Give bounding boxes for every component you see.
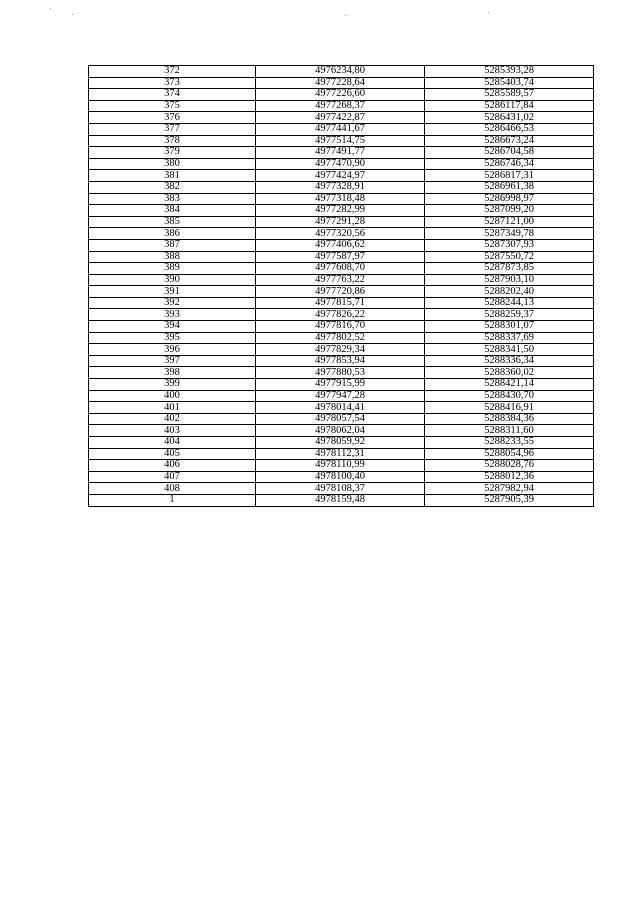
y-coordinate-cell: 5287905,39	[425, 494, 594, 506]
x-coordinate-cell: 4977406,62	[256, 239, 425, 251]
y-coordinate-cell: 5288028,76	[425, 460, 594, 472]
scan-speck	[488, 12, 489, 13]
y-coordinate-cell: 5286998,97	[425, 193, 594, 205]
table-row	[89, 448, 594, 460]
coordinates-table-body	[89, 66, 594, 507]
point-number-cell: 393	[89, 309, 256, 321]
x-coordinate-cell: 4977720,86	[256, 286, 425, 298]
y-coordinate-cell: 5288311,60	[425, 425, 594, 437]
x-coordinate-cell: 4977318,48	[256, 193, 425, 205]
table-row	[89, 286, 594, 298]
table-row	[89, 147, 594, 159]
point-number-cell: 381	[89, 170, 256, 182]
y-coordinate-cell: 5286117,84	[425, 100, 594, 112]
x-coordinate-cell: 4977226,60	[256, 89, 425, 101]
table-row	[89, 239, 594, 251]
point-number-cell: 382	[89, 181, 256, 193]
point-number-cell: 407	[89, 471, 256, 483]
table-row	[89, 216, 594, 228]
x-coordinate-cell: 4977320,56	[256, 228, 425, 240]
table-row	[89, 205, 594, 217]
y-coordinate-cell: 5287121,00	[425, 216, 594, 228]
coordinates-table	[88, 65, 594, 507]
x-coordinate-cell: 4978059,92	[256, 437, 425, 449]
y-coordinate-cell: 5288054,96	[425, 448, 594, 460]
x-coordinate-cell: 4978062,04	[256, 425, 425, 437]
point-number-cell: 399	[89, 379, 256, 391]
x-coordinate-cell: 4977470,90	[256, 158, 425, 170]
y-coordinate-cell: 5285589,57	[425, 89, 594, 101]
y-coordinate-cell: 5286961,38	[425, 181, 594, 193]
x-coordinate-cell: 4978100,40	[256, 471, 425, 483]
table-row	[89, 413, 594, 425]
y-coordinate-cell: 5288233,55	[425, 437, 594, 449]
point-number-cell: 394	[89, 321, 256, 333]
point-number-cell: 384	[89, 205, 256, 217]
point-number-cell: 401	[89, 402, 256, 414]
x-coordinate-cell: 4977514,75	[256, 135, 425, 147]
point-number-cell: 372	[89, 66, 256, 78]
x-coordinate-cell: 4977268,37	[256, 100, 425, 112]
point-number-cell: 403	[89, 425, 256, 437]
table-row	[89, 367, 594, 379]
y-coordinate-cell: 5286704,58	[425, 147, 594, 159]
x-coordinate-cell: 4978108,37	[256, 483, 425, 495]
y-coordinate-cell: 5286746,34	[425, 158, 594, 170]
point-number-cell: 377	[89, 123, 256, 135]
table-row	[89, 494, 594, 506]
point-number-cell: 383	[89, 193, 256, 205]
scan-speck	[72, 14, 73, 15]
point-number-cell: 404	[89, 437, 256, 449]
point-number-cell: 395	[89, 332, 256, 344]
point-number-cell: 397	[89, 355, 256, 367]
x-coordinate-cell: 4978110,99	[256, 460, 425, 472]
x-coordinate-cell: 4977915,99	[256, 379, 425, 391]
y-coordinate-cell: 5288421,14	[425, 379, 594, 391]
x-coordinate-cell: 4977802,52	[256, 332, 425, 344]
y-coordinate-cell: 5287349,78	[425, 228, 594, 240]
table-row	[89, 100, 594, 112]
x-coordinate-cell: 4978112,31	[256, 448, 425, 460]
table-row	[89, 390, 594, 402]
x-coordinate-cell: 4977815,71	[256, 297, 425, 309]
y-coordinate-cell: 5287982,94	[425, 483, 594, 495]
point-number-cell: 387	[89, 239, 256, 251]
table-row	[89, 355, 594, 367]
table-row	[89, 135, 594, 147]
table-row	[89, 402, 594, 414]
point-number-cell: 380	[89, 158, 256, 170]
table-row	[89, 263, 594, 275]
y-coordinate-cell: 5288301,07	[425, 321, 594, 333]
table-row	[89, 425, 594, 437]
x-coordinate-cell: 4977816,70	[256, 321, 425, 333]
x-coordinate-cell: 4976234,80	[256, 66, 425, 78]
x-coordinate-cell: 4977282,99	[256, 205, 425, 217]
y-coordinate-cell: 5288416,91	[425, 402, 594, 414]
y-coordinate-cell: 5286431,02	[425, 112, 594, 124]
x-coordinate-cell: 4977880,53	[256, 367, 425, 379]
point-number-cell: 400	[89, 390, 256, 402]
table-row	[89, 332, 594, 344]
point-number-cell: 376	[89, 112, 256, 124]
x-coordinate-cell: 4977947,28	[256, 390, 425, 402]
y-coordinate-cell: 5287307,93	[425, 239, 594, 251]
point-number-cell: 402	[89, 413, 256, 425]
y-coordinate-cell: 5287099,20	[425, 205, 594, 217]
table-row	[89, 471, 594, 483]
point-number-cell: 406	[89, 460, 256, 472]
y-coordinate-cell: 5288360,02	[425, 367, 594, 379]
point-number-cell: 396	[89, 344, 256, 356]
y-coordinate-cell: 5288341,50	[425, 344, 594, 356]
point-number-cell: 378	[89, 135, 256, 147]
y-coordinate-cell: 5286466,53	[425, 123, 594, 135]
y-coordinate-cell: 5288430,70	[425, 390, 594, 402]
table-row	[89, 437, 594, 449]
y-coordinate-cell: 5287550,72	[425, 251, 594, 263]
y-coordinate-cell: 5288244,13	[425, 297, 594, 309]
x-coordinate-cell: 4977853,94	[256, 355, 425, 367]
table-row	[89, 297, 594, 309]
x-coordinate-cell: 4977228,64	[256, 77, 425, 89]
x-coordinate-cell: 4978159,48	[256, 494, 425, 506]
table-row	[89, 251, 594, 263]
table-row	[89, 309, 594, 321]
point-number-cell: 386	[89, 228, 256, 240]
table-row	[89, 66, 594, 78]
table-row	[89, 344, 594, 356]
table-row	[89, 112, 594, 124]
point-number-cell: 405	[89, 448, 256, 460]
y-coordinate-cell: 5288259,37	[425, 309, 594, 321]
x-coordinate-cell: 4977829,34	[256, 344, 425, 356]
x-coordinate-cell: 4978057,54	[256, 413, 425, 425]
y-coordinate-cell: 5287873,85	[425, 263, 594, 275]
point-number-cell: 1	[89, 494, 256, 506]
y-coordinate-cell: 5286673,24	[425, 135, 594, 147]
y-coordinate-cell: 5287903,10	[425, 274, 594, 286]
point-number-cell: 373	[89, 77, 256, 89]
table-row	[89, 77, 594, 89]
x-coordinate-cell: 4977328,91	[256, 181, 425, 193]
point-number-cell: 385	[89, 216, 256, 228]
table-row	[89, 460, 594, 472]
table-row	[89, 89, 594, 101]
y-coordinate-cell: 5288012,36	[425, 471, 594, 483]
point-number-cell: 391	[89, 286, 256, 298]
x-coordinate-cell: 4977291,28	[256, 216, 425, 228]
point-number-cell: 374	[89, 89, 256, 101]
y-coordinate-cell: 5288337,69	[425, 332, 594, 344]
table-row	[89, 274, 594, 286]
x-coordinate-cell: 4977441,67	[256, 123, 425, 135]
scan-speck	[345, 15, 346, 16]
x-coordinate-cell: 4978014,41	[256, 402, 425, 414]
point-number-cell: 375	[89, 100, 256, 112]
y-coordinate-cell: 5286817,31	[425, 170, 594, 182]
table-row	[89, 228, 594, 240]
scan-speck	[50, 8, 51, 9]
y-coordinate-cell: 5285403,74	[425, 77, 594, 89]
point-number-cell: 379	[89, 147, 256, 159]
y-coordinate-cell: 5288336,34	[425, 355, 594, 367]
table-row	[89, 321, 594, 333]
y-coordinate-cell: 5285393,28	[425, 66, 594, 78]
table-row	[89, 158, 594, 170]
table-row	[89, 483, 594, 495]
y-coordinate-cell: 5288384,36	[425, 413, 594, 425]
point-number-cell: 392	[89, 297, 256, 309]
point-number-cell: 390	[89, 274, 256, 286]
point-number-cell: 398	[89, 367, 256, 379]
table-row	[89, 170, 594, 182]
table-row	[89, 181, 594, 193]
table-row	[89, 379, 594, 391]
point-number-cell: 388	[89, 251, 256, 263]
table-row	[89, 193, 594, 205]
x-coordinate-cell: 4977763,22	[256, 274, 425, 286]
point-number-cell: 389	[89, 263, 256, 275]
x-coordinate-cell: 4977826,22	[256, 309, 425, 321]
x-coordinate-cell: 4977422,87	[256, 112, 425, 124]
x-coordinate-cell: 4977587,97	[256, 251, 425, 263]
table-row	[89, 123, 594, 135]
x-coordinate-cell: 4977608,70	[256, 263, 425, 275]
point-number-cell: 408	[89, 483, 256, 495]
y-coordinate-cell: 5288202,40	[425, 286, 594, 298]
x-coordinate-cell: 4977424,97	[256, 170, 425, 182]
x-coordinate-cell: 4977491,77	[256, 147, 425, 159]
